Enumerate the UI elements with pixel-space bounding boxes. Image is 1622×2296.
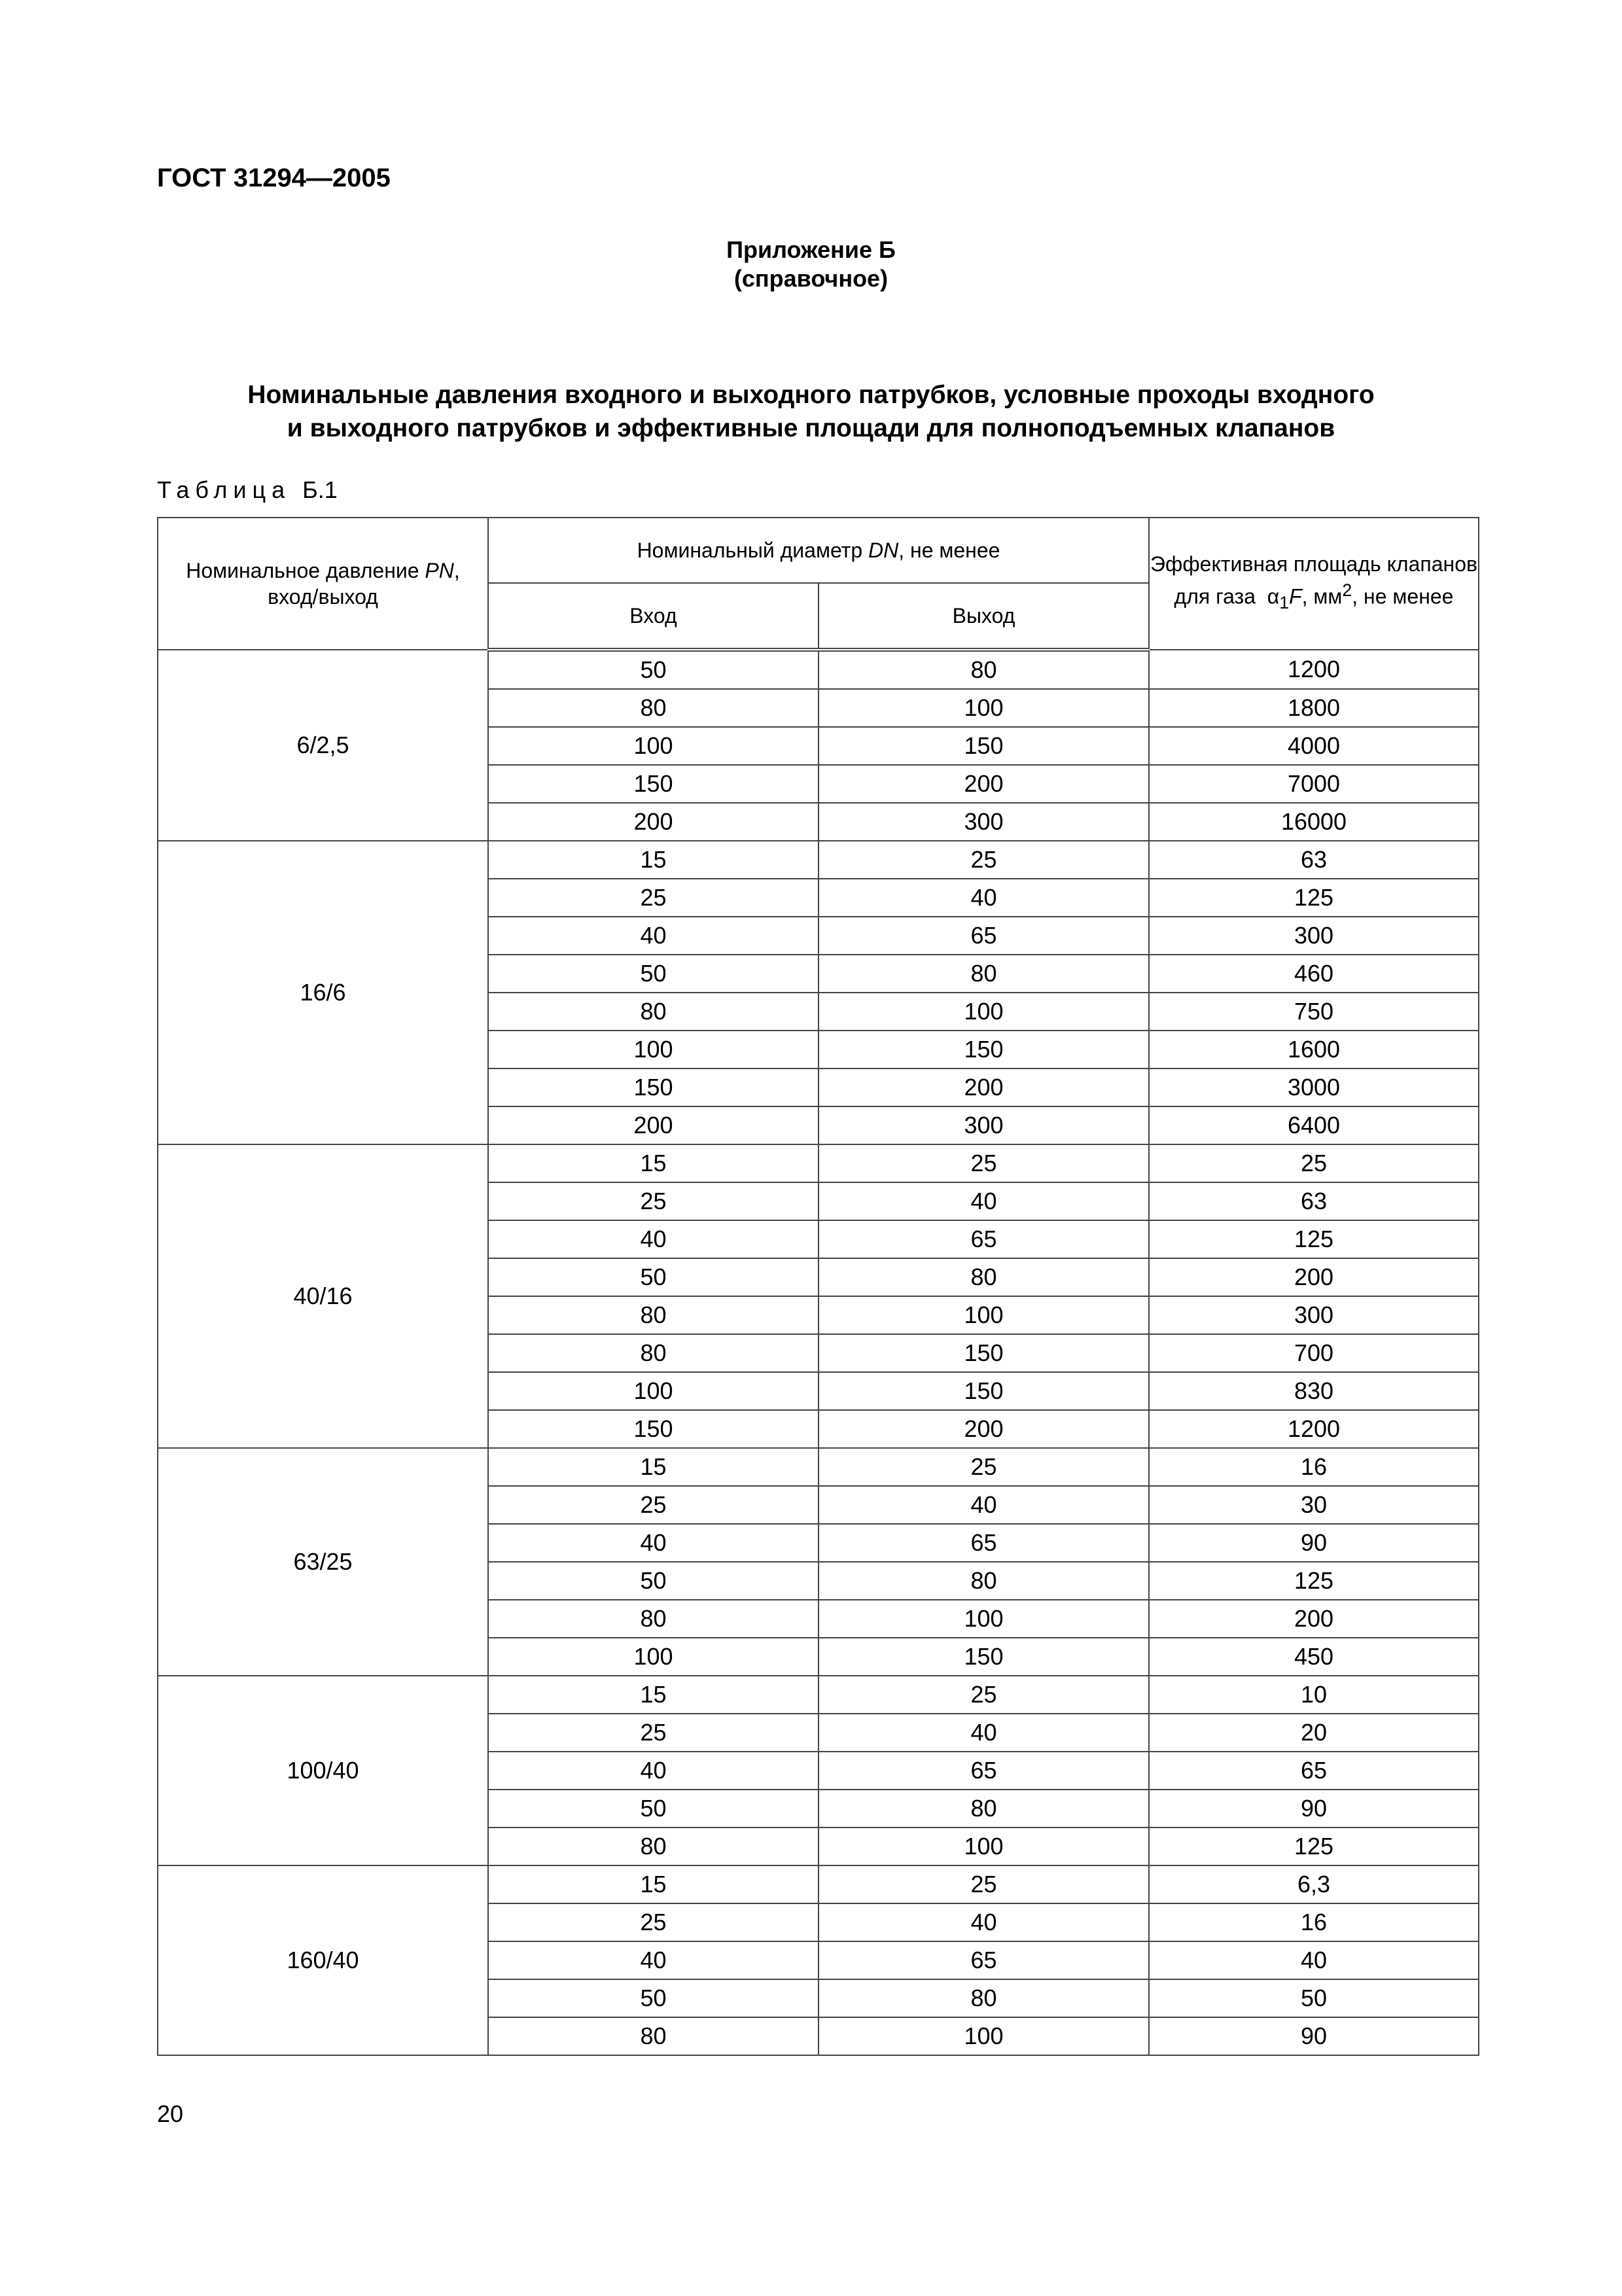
header-area-subscript: 1: [1279, 593, 1290, 613]
area-cell: 1200: [1149, 1410, 1479, 1448]
inlet-cell: 50: [488, 1979, 819, 2017]
pressure-cell: 16/6: [158, 841, 488, 1144]
inlet-cell: 25: [488, 1714, 819, 1752]
area-cell: 1600: [1149, 1031, 1479, 1069]
inlet-cell: 100: [488, 727, 819, 765]
outlet-cell: 100: [819, 993, 1149, 1031]
outlet-cell: 150: [819, 1638, 1149, 1676]
area-cell: 16: [1149, 1903, 1479, 1941]
area-cell: 750: [1149, 993, 1479, 1031]
inlet-cell: 50: [488, 1790, 819, 1828]
area-cell: 125: [1149, 1220, 1479, 1258]
inlet-cell: 50: [488, 650, 819, 689]
area-cell: 25: [1149, 1144, 1479, 1182]
inlet-cell: 15: [488, 1676, 819, 1714]
header-diameter: [488, 518, 1149, 583]
area-cell: 700: [1149, 1334, 1479, 1372]
inlet-cell: 150: [488, 1410, 819, 1448]
header-area-f: F: [1289, 585, 1302, 609]
outlet-cell: 80: [819, 955, 1149, 993]
inlet-cell: 40: [488, 1220, 819, 1258]
outlet-cell: 200: [819, 765, 1149, 803]
inlet-cell: 50: [488, 955, 819, 993]
inlet-cell: 80: [488, 993, 819, 1031]
table-row: [158, 1865, 1479, 1903]
outlet-cell: 40: [819, 1486, 1149, 1524]
area-cell: 90: [1149, 1524, 1479, 1562]
outlet-cell: 80: [819, 1979, 1149, 2017]
outlet-cell: 100: [819, 2017, 1149, 2055]
header-area: [1149, 518, 1479, 650]
inlet-cell: 15: [488, 841, 819, 879]
table-heading: [0, 378, 1622, 445]
pressure-cell: 160/40: [158, 1865, 488, 2055]
inlet-cell: 100: [488, 1372, 819, 1410]
heading-line-1: Номинальные давления входного и выходного патрубков, условные проходы входного: [247, 381, 1375, 409]
table-row: [158, 650, 1479, 689]
inlet-cell: 200: [488, 1106, 819, 1144]
header-inlet: Вход: [488, 583, 819, 650]
pressure-cell: 40/16: [158, 1144, 488, 1448]
outlet-cell: 65: [819, 1524, 1149, 1562]
header-area-alpha: α: [1267, 585, 1280, 609]
area-cell: 6400: [1149, 1106, 1479, 1144]
outlet-cell: 100: [819, 1600, 1149, 1638]
inlet-cell: 15: [488, 1865, 819, 1903]
area-cell: 125: [1149, 879, 1479, 917]
inlet-cell: 25: [488, 1182, 819, 1220]
inlet-cell: 25: [488, 879, 819, 917]
area-cell: 7000: [1149, 765, 1479, 803]
heading-line-2: и выходного патрубков и эффективные площади для полноподъемных клапанов: [287, 414, 1335, 442]
area-cell: 65: [1149, 1752, 1479, 1790]
inlet-cell: 25: [488, 1903, 819, 1941]
area-cell: 200: [1149, 1258, 1479, 1296]
outlet-cell: 200: [819, 1410, 1149, 1448]
inlet-cell: 15: [488, 1448, 819, 1486]
inlet-cell: 40: [488, 1752, 819, 1790]
outlet-cell: 80: [819, 1258, 1149, 1296]
area-cell: 1200: [1149, 650, 1479, 689]
table-body: [158, 650, 1479, 2055]
outlet-cell: 150: [819, 1372, 1149, 1410]
inlet-cell: 25: [488, 1486, 819, 1524]
area-cell: 200: [1149, 1600, 1479, 1638]
outlet-cell: 150: [819, 727, 1149, 765]
inlet-cell: 80: [488, 2017, 819, 2055]
table-label-number: Б.1: [302, 476, 338, 503]
data-table: [157, 517, 1479, 2056]
outlet-cell: 80: [819, 1562, 1149, 1600]
inlet-cell: 15: [488, 1144, 819, 1182]
inlet-cell: 150: [488, 1069, 819, 1106]
outlet-cell: 80: [819, 1790, 1149, 1828]
area-cell: 20: [1149, 1714, 1479, 1752]
outlet-cell: 25: [819, 1144, 1149, 1182]
page-number: 20: [157, 2100, 184, 2127]
area-cell: 10: [1149, 1676, 1479, 1714]
pressure-cell: 6/2,5: [158, 650, 488, 841]
inlet-cell: 50: [488, 1258, 819, 1296]
outlet-cell: 65: [819, 917, 1149, 955]
header-area-text: Эффективная площадь клапанов для газа: [1150, 552, 1477, 609]
table-label: [157, 476, 338, 504]
header-pressure-suffix: , вход/выход: [268, 559, 460, 609]
area-cell: 16: [1149, 1448, 1479, 1486]
inlet-cell: 80: [488, 1296, 819, 1334]
table-row: [158, 1676, 1479, 1714]
area-cell: 125: [1149, 1828, 1479, 1865]
appendix-title: Приложение Б: [726, 236, 896, 263]
outlet-cell: 300: [819, 1106, 1149, 1144]
outlet-cell: 40: [819, 1903, 1149, 1941]
header-pressure-symbol: PN: [425, 559, 454, 582]
header-pressure-text: Номинальное давление: [186, 559, 419, 582]
outlet-cell: 100: [819, 689, 1149, 727]
area-cell: 40: [1149, 1941, 1479, 1979]
table-row: [158, 841, 1479, 879]
outlet-cell: 25: [819, 841, 1149, 879]
area-cell: 4000: [1149, 727, 1479, 765]
area-cell: 300: [1149, 917, 1479, 955]
area-cell: 16000: [1149, 803, 1479, 841]
inlet-cell: 80: [488, 689, 819, 727]
outlet-cell: 65: [819, 1752, 1149, 1790]
outlet-cell: 40: [819, 1182, 1149, 1220]
outlet-cell: 150: [819, 1334, 1149, 1372]
inlet-cell: 50: [488, 1562, 819, 1600]
header-area-unit: , мм: [1301, 585, 1343, 609]
appendix-header: [0, 236, 1622, 293]
outlet-cell: 150: [819, 1031, 1149, 1069]
area-cell: 125: [1149, 1562, 1479, 1600]
inlet-cell: 100: [488, 1031, 819, 1069]
outlet-cell: 80: [819, 650, 1149, 689]
area-cell: 450: [1149, 1638, 1479, 1676]
outlet-cell: 40: [819, 879, 1149, 917]
pressure-cell: 100/40: [158, 1676, 488, 1865]
outlet-cell: 65: [819, 1941, 1149, 1979]
area-cell: 300: [1149, 1296, 1479, 1334]
area-cell: 63: [1149, 841, 1479, 879]
table-label-word: Таблица: [157, 476, 291, 503]
area-cell: 63: [1149, 1182, 1479, 1220]
header-diameter-text: Номинальный диаметр: [637, 539, 863, 562]
header-area-superscript: 2: [1342, 580, 1352, 601]
document-id: ГОСТ 31294—2005: [157, 164, 391, 192]
table-row: [158, 1448, 1479, 1486]
inlet-cell: 150: [488, 765, 819, 803]
inlet-cell: 80: [488, 1334, 819, 1372]
area-cell: 90: [1149, 1790, 1479, 1828]
outlet-cell: 300: [819, 803, 1149, 841]
outlet-cell: 100: [819, 1828, 1149, 1865]
inlet-cell: 80: [488, 1600, 819, 1638]
header-outlet: Выход: [819, 583, 1149, 650]
area-cell: 3000: [1149, 1069, 1479, 1106]
area-cell: 50: [1149, 1979, 1479, 2017]
pressure-cell: 63/25: [158, 1448, 488, 1676]
inlet-cell: 40: [488, 917, 819, 955]
outlet-cell: 100: [819, 1296, 1149, 1334]
area-cell: 1800: [1149, 689, 1479, 727]
inlet-cell: 80: [488, 1828, 819, 1865]
inlet-cell: 40: [488, 1941, 819, 1979]
header-diameter-symbol: DN: [868, 539, 899, 562]
outlet-cell: 40: [819, 1714, 1149, 1752]
area-cell: 30: [1149, 1486, 1479, 1524]
outlet-cell: 200: [819, 1069, 1149, 1106]
outlet-cell: 25: [819, 1865, 1149, 1903]
appendix-type: (справочное): [733, 265, 889, 292]
header-area-suffix: , не менее: [1352, 585, 1454, 609]
area-cell: 6,3: [1149, 1865, 1479, 1903]
outlet-cell: 25: [819, 1676, 1149, 1714]
area-cell: 460: [1149, 955, 1479, 993]
header-diameter-suffix: , не менее: [898, 539, 1000, 562]
inlet-cell: 100: [488, 1638, 819, 1676]
outlet-cell: 65: [819, 1220, 1149, 1258]
table-row: [158, 1144, 1479, 1182]
area-cell: 90: [1149, 2017, 1479, 2055]
area-cell: 830: [1149, 1372, 1479, 1410]
inlet-cell: 200: [488, 803, 819, 841]
inlet-cell: 40: [488, 1524, 819, 1562]
header-pressure: [158, 518, 488, 650]
outlet-cell: 25: [819, 1448, 1149, 1486]
